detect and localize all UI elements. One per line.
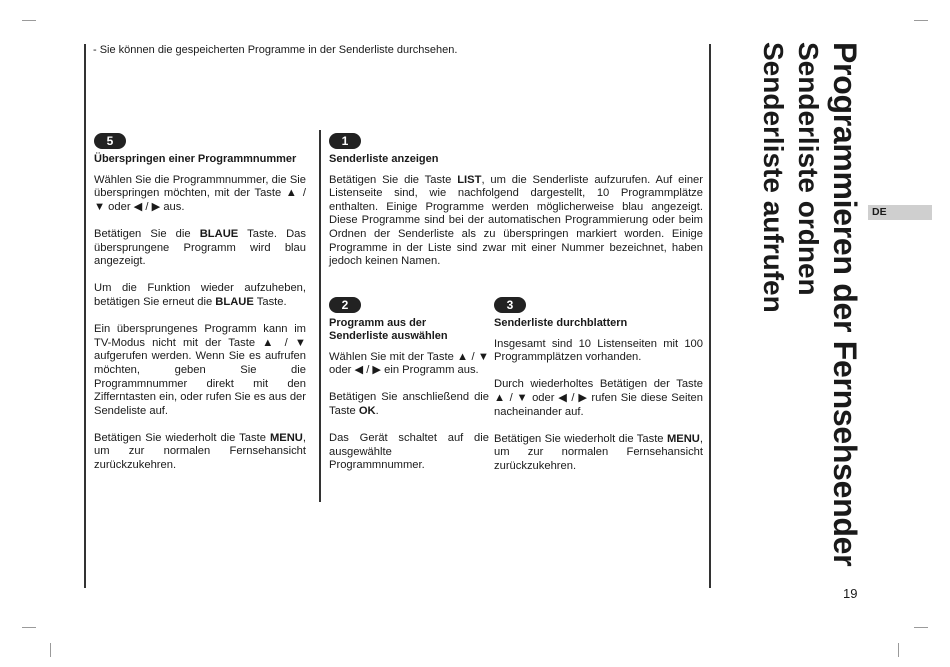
section-title: Programm aus der Senderliste auswählen [329, 316, 448, 342]
step-badge: 1 [329, 133, 361, 149]
intro-text: - Sie können die gespeicherten Programme in der Senderliste durchsehen. [93, 44, 458, 56]
paragraph: Das Gerät schaltet auf die ausgewählte Programmnummer. [329, 432, 489, 472]
section-title: Senderliste anzeigen [329, 152, 439, 165]
right-rule [709, 44, 711, 588]
paragraph: Durch wiederholtes Betätigen der Taste ▲ / ▼ oder ◀ / ▶ rufen Sie diese Seiten nacheinander auf. [494, 378, 703, 418]
crop-mark [914, 20, 928, 21]
section-select-program [329, 297, 489, 473]
paragraph: Betätigen Sie wiederholt die Taste MENU, um zur normalen Fernsehansicht zurückzukehren. [494, 432, 703, 472]
paragraph: Betätigen Sie wiederholt die Taste MENU, um zur normalen Fernsehansicht zurückzukehren. [94, 431, 306, 472]
section-title: Senderliste durchblattern [494, 316, 628, 329]
section-skip-program [94, 133, 306, 473]
page-number: 19 [843, 586, 858, 601]
paragraph: Betätigen Sie die Taste LIST, um die Senderliste aufzurufen. Auf einer Listenseite sind, wie nachfolgend dargestellt, 10 Programmplätze enthalten. Einige Programme werden möglicherweise blau angezeigt. Diese Programme sind bei der automatischen Programmierung oder beim Ordnen der Senderliste als zu überspringen markiert worden. Einige Programme in der Liste sind zwar mit einer Nummer bezeichnet, haben jedoch keinen Namen. [329, 173, 703, 268]
paragraph: Um die Funktion wieder aufzuheben, betätigen Sie erneut die BLAUE Taste. [94, 282, 306, 308]
middle-rule [319, 130, 321, 502]
section-show-list [329, 133, 703, 269]
subtitle-sort-list: Senderliste ordnen [793, 42, 824, 296]
paragraph: Betätigen Sie die BLAUE Taste. Das übersprungene Programm wird blau angezeigt. [94, 227, 306, 268]
step-badge: 5 [94, 133, 126, 149]
crop-mark [914, 627, 928, 628]
paragraph: Insgesamt sind 10 Listenseiten mit 100 Programmplätzen vorhanden. [494, 337, 703, 364]
section-browse-list [494, 297, 703, 474]
language-tab: DE [868, 205, 932, 220]
crop-mark [898, 643, 899, 657]
paragraph: Betätigen Sie anschließend die Taste OK. [329, 391, 489, 417]
section-title: Überspringen einer Programmnummer [94, 152, 297, 165]
left-rule [84, 44, 86, 588]
crop-mark [22, 20, 36, 21]
paragraph: Wählen Sie die Programmnummer, die Sie überspringen möchten, mit der Taste ▲ / ▼ oder ◀ / ▶ aus. [94, 173, 306, 213]
crop-mark [50, 643, 51, 657]
main-title: Programmieren der Fernsehsender [827, 42, 863, 567]
crop-mark [22, 627, 36, 628]
step-badge: 2 [329, 297, 361, 313]
paragraph: Wählen Sie mit der Taste ▲ / ▼ oder ◀ / ▶ ein Programm aus. [329, 350, 489, 377]
step-badge: 3 [494, 297, 526, 313]
subtitle-show-list: Senderliste aufrufen [758, 42, 789, 313]
paragraph: Ein übersprungenes Programm kann im TV-Modus nicht mit der Taste ▲ / ▼ aufgerufen werden. Wenn Sie es aufrufen möchten, geben Sie die Programmnummer direkt mit den Zifferntasten ein, oder rufen Sie es aus der Sendeliste auf. [94, 323, 306, 417]
